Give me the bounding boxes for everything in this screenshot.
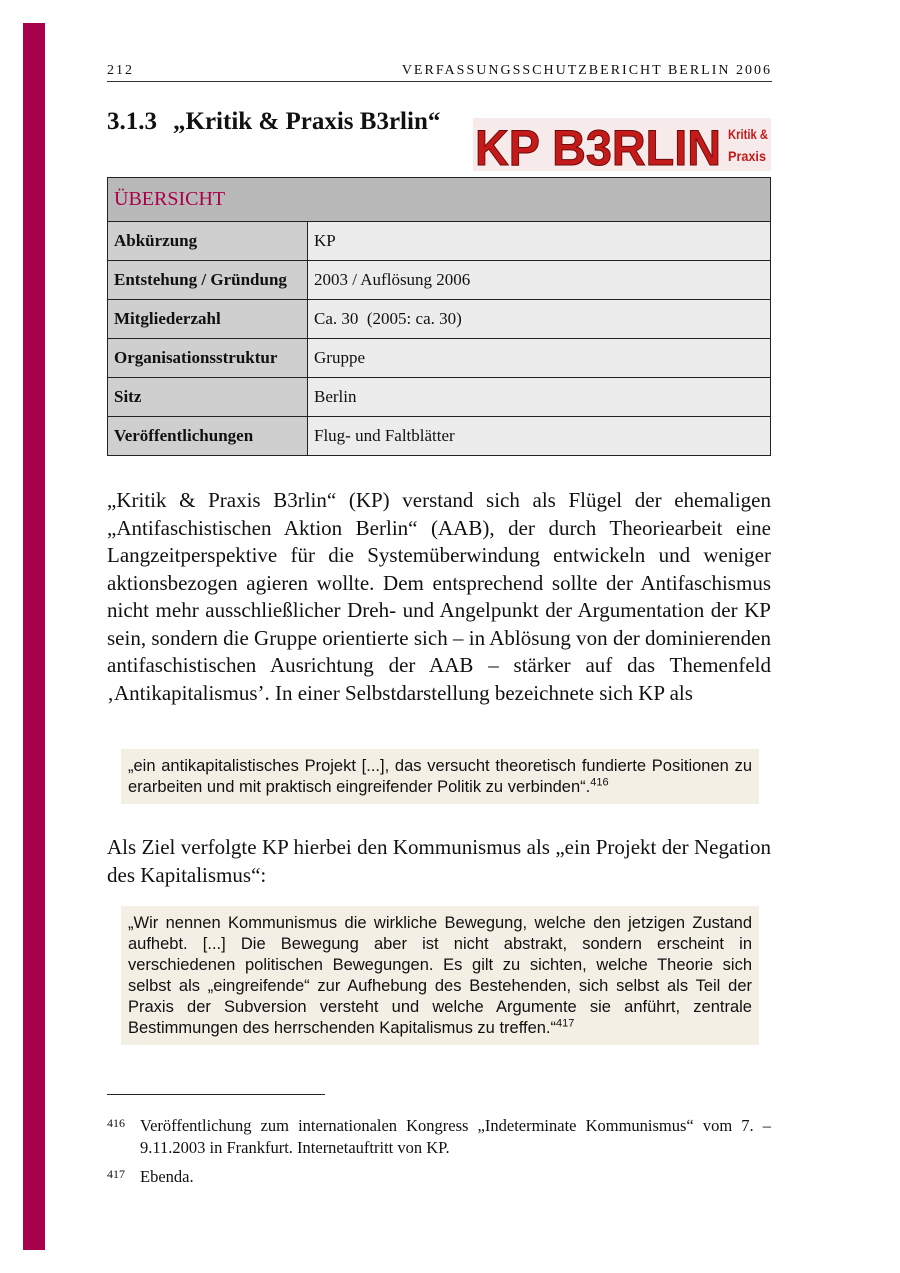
sidebar-accent-bar xyxy=(23,23,45,1250)
row-value: Flug- und Faltblätter xyxy=(308,417,771,456)
quote-text: „Wir nennen Kommunismus die wirkliche Bewegung, welche den jetzigen Zustand aufhebt. [...] Die Bewegung aber ist nicht abstrakt, sondern erscheint in verschiedenen politischen Bewegungen. Es gilt zu sichten, welche Theorie sich selbst als „eingreifende“ zur Aufhebung des Bestehenden, sich selbst als Teil der Praxis der Subversion versteht und welche Argumente sie anführt, zentrale Bestimmungen des herrschenden Kapitalismus zu treffen.“ xyxy=(128,914,752,1037)
footnote-number: 417 xyxy=(107,1167,125,1181)
row-value: KP xyxy=(308,222,771,261)
row-key: Mitgliederzahl xyxy=(108,300,308,339)
row-key: Organisationsstruktur xyxy=(108,339,308,378)
quote-text: „ein antikapitalistisches Projekt [...], das versucht theoretisch fundierte Positionen zu erarbeiten und mit praktisch eingreifender Politik zu verbinden“. xyxy=(128,757,752,796)
table-row xyxy=(108,339,771,378)
row-value: Ca. 30 (2005: ca. 30) xyxy=(308,300,771,339)
logo-subtext-2: Praxis xyxy=(728,148,767,164)
footnote-ref-417[interactable]: 417 xyxy=(556,1017,575,1030)
footnote-text: Veröffentlichung zum internationalen Kongress „Indeterminate Kommunismus“ vom 7. – 9.11.2003 in Frankfurt. Internetauftritt von KP. xyxy=(140,1116,771,1157)
row-value: Berlin xyxy=(308,378,771,417)
section-title xyxy=(107,108,440,136)
row-key: Sitz xyxy=(108,378,308,417)
table-row xyxy=(108,261,771,300)
quote-block-1 xyxy=(121,749,759,804)
kp-b3rlin-logo xyxy=(473,118,771,176)
page-number: 212 xyxy=(107,63,134,78)
page-header xyxy=(107,62,772,82)
row-value: Gruppe xyxy=(308,339,771,378)
row-key: Veröffentlichungen xyxy=(108,417,308,456)
body-paragraph-2: Als Ziel verfolgte KP hierbei den Kommunismus als „ein Projekt der Negation des Kapitalismus“: xyxy=(107,835,771,887)
logo-text: KP B3RLIN xyxy=(475,120,721,176)
header-title: VERFASSUNGSSCHUTZBERICHT BERLIN 2006 xyxy=(401,63,772,78)
row-value: 2003 / Auflösung 2006 xyxy=(308,261,771,300)
logo-subtext-1: Kritik & xyxy=(728,126,768,142)
section-number: 3.1.3 xyxy=(107,108,157,135)
table-row xyxy=(108,222,771,261)
table-row xyxy=(108,378,771,417)
row-key: Abkürzung xyxy=(108,222,308,261)
row-key: Entstehung / Gründung xyxy=(108,261,308,300)
section-title-text: „Kritik & Praxis B3rlin“ xyxy=(173,108,441,135)
overview-heading: ÜBERSICHT xyxy=(108,178,771,222)
body-paragraph-1: „Kritik & Praxis B3rlin“ (KP) verstand sich als Flügel der ehemaligen „Antifaschistischen Aktion Berlin“ (AAB), der durch Theoriearbeit eine Langzeitperspektive für die Systemüberwindung entwickeln und weniger aktionsbezogen agieren wollte. Dem entsprechend sollte der Antifaschismus nicht mehr ausschließlicher Dreh- und Angelpunkt der Argumentation der KP sein, sondern die Gruppe orientierte sich – in Ablösung von der dominierenden antifaschistischen Ausrichtung der AAB – stärker auf das Themenfeld ‚Antikapitalismus’. In einer Selbstdarstellung bezeichnete sich KP als xyxy=(107,488,771,705)
table-row xyxy=(108,417,771,456)
table-row xyxy=(108,300,771,339)
quote-block-2 xyxy=(121,906,759,1045)
footnote-number: 416 xyxy=(107,1116,125,1130)
footnote-text: Ebenda. xyxy=(140,1167,194,1186)
footnote-ref-416[interactable]: 416 xyxy=(590,776,609,789)
overview-table xyxy=(107,177,771,456)
footnote-divider xyxy=(107,1094,325,1095)
